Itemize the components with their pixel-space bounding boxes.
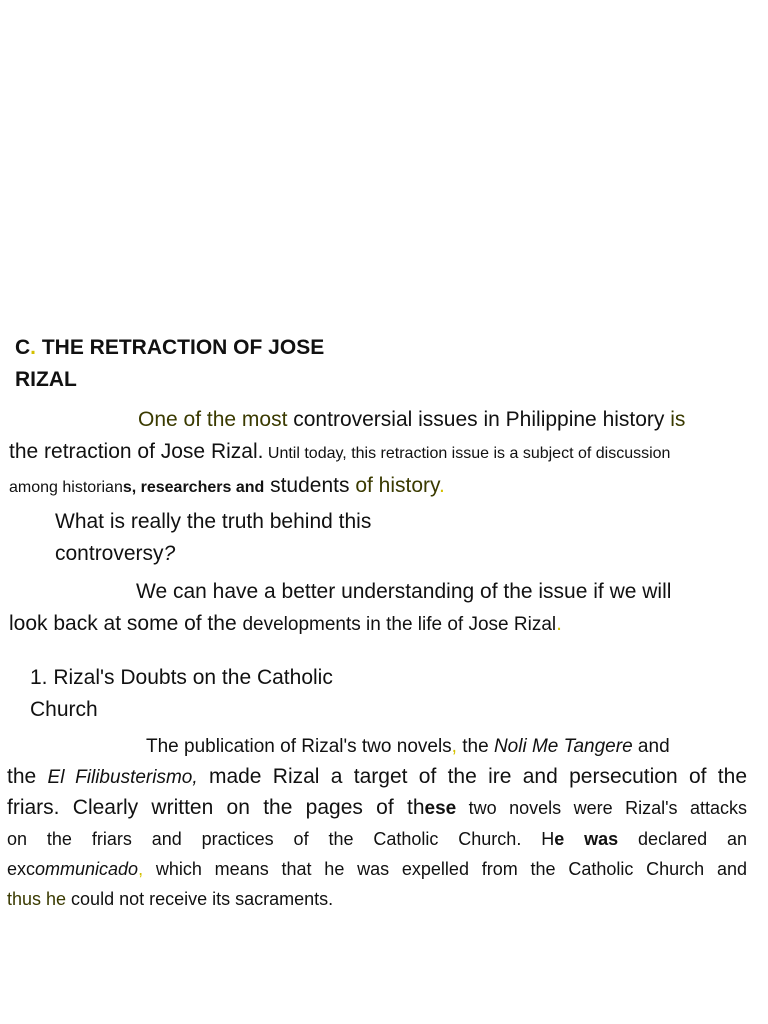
subhead-line1: 1. Rizal's Doubts on the Catholic xyxy=(30,666,333,689)
question-line2: controversy xyxy=(55,542,164,565)
p3-span: could not receive its sacraments. xyxy=(66,889,334,909)
p1-span: controversial issues in Philippine history xyxy=(287,408,671,431)
question-mark: ? xyxy=(163,542,176,565)
p1-span: Until today, this retraction issue is a subject of discussion xyxy=(263,445,671,462)
intro-paragraph xyxy=(9,404,749,504)
p3-span: declared an xyxy=(618,829,748,849)
p1-span: One of the most xyxy=(138,408,288,431)
p1-span: students xyxy=(264,474,356,497)
p3-span: the xyxy=(7,765,48,788)
p1-span: among historian xyxy=(9,479,123,496)
p2-span: look back at some of the xyxy=(9,612,243,635)
p3-span: exc xyxy=(7,859,36,879)
p2-span: . xyxy=(556,612,562,635)
p3-span: The publication of Rizal's two novels xyxy=(146,736,452,757)
p3-span: was xyxy=(564,829,619,849)
p3-span: e xyxy=(554,829,565,849)
p2-span: developments in the life of Jose Rizal xyxy=(242,614,557,635)
p3-span: made Rizal a target of the ire and persecution of the xyxy=(197,765,747,788)
understanding-paragraph xyxy=(9,576,749,641)
question-line1: What is really the truth behind this xyxy=(55,510,372,533)
p3-span: friars. Clearly written on the pages of th xyxy=(7,796,425,819)
p1-span: s, researchers and xyxy=(122,479,265,496)
p3-span: which means that he was expelled from the Catholic Church and xyxy=(143,859,747,879)
heading-letter: C xyxy=(15,336,31,359)
p3-span: and xyxy=(632,736,670,757)
heading-dot: . xyxy=(30,336,37,359)
heading-title: THE RETRACTION OF JOSE xyxy=(36,336,325,359)
p1-span: . xyxy=(438,474,445,497)
heading-title-line2: RIZAL xyxy=(15,368,77,391)
question-block xyxy=(55,506,455,570)
p3-span: ommunicado xyxy=(35,859,139,879)
p3-span: the xyxy=(456,736,494,757)
p3-span: , xyxy=(138,859,144,879)
p3-span: on the friars and practices of the Catholic Church. H xyxy=(7,829,555,849)
p2-line1: We can have a better understanding of the issue if we will xyxy=(136,580,672,603)
p3-span: two novels were Rizal's attacks xyxy=(456,798,747,818)
p3-span: , xyxy=(451,736,457,757)
p3-span: ese xyxy=(424,798,457,819)
subsection-heading xyxy=(30,662,430,726)
p1-span: is xyxy=(670,408,686,431)
novels-paragraph xyxy=(7,732,747,914)
p3-span: El Filibusterismo, xyxy=(47,767,198,788)
subhead-line2: Church xyxy=(30,698,98,721)
p1-span: of history xyxy=(355,474,439,497)
p3-span: Noli Me Tangere xyxy=(493,736,633,757)
p1-span: the retraction of Jose Rizal. xyxy=(9,440,264,463)
section-heading xyxy=(15,332,415,396)
p3-span: thus he xyxy=(7,889,67,909)
